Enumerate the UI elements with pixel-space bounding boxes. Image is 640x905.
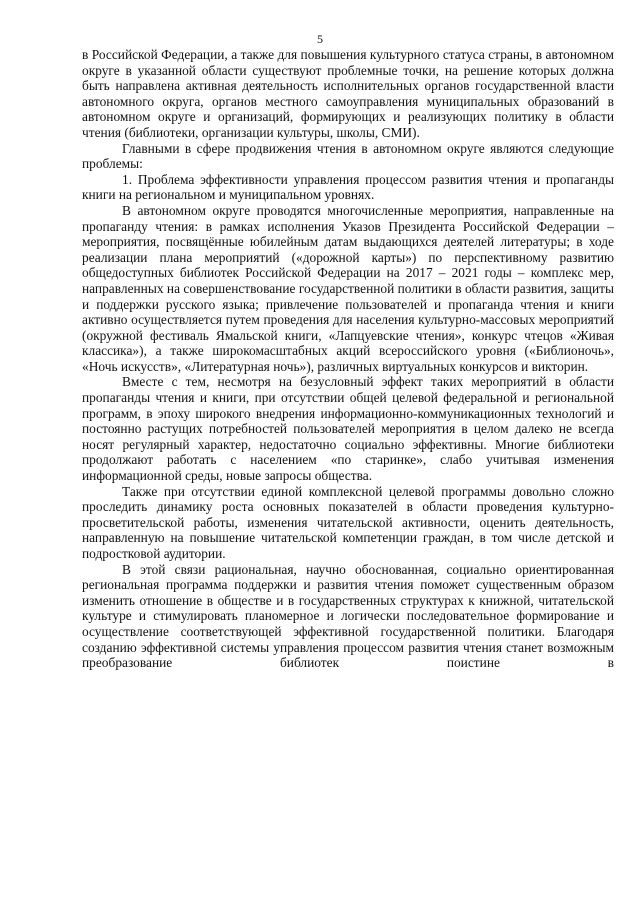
- paragraph-however: Вместе с тем, несмотря на безусловный эффект таких мероприятий в области пропаганды чтения и книги, при отсутствии общей целевой федеральной и региональной программ, в эпоху широкого внедрения информационно-коммуникационных технологий и постоянно растущих потребностей пользователей мероприятия в целом далеко не всегда носят регулярный характер, недостаточно социально эффективны. Многие библиотеки продолжают работать с населением «по старинке», слабо учитывая изменения информационной среды, новые запросы общества.: [82, 374, 614, 484]
- paragraph-intro-continuation: в Российской Федерации, а также для повышения культурного статуса страны, в автономном округе в указанной области существуют проблемные точки, на решение которых должна быть направлена активная деятельность исполнительных органов государственной власти автономного округа, органов местного самоуправления муниципальных образований в автономном округе и организаций, формирующих и реализующих политику в области чтения (библиотеки, организации культуры, школы, СМИ).: [82, 47, 614, 140]
- paragraph-problem-1: 1. Проблема эффективности управления процессом развития чтения и пропаганды книги на региональном и муниципальном уровнях.: [82, 171, 614, 203]
- paragraph-events: В автономном округе проводятся многочисленные мероприятия, направленные на пропаганду чтения: в рамках исполнения Указов Президента Российской Федерации – мероприятия, посвящённые юбилейным датам выдающихся деятелей литературы; в ходе реализации плана мероприятий («дорожной карты») по перспективному развитию общедоступных библиотек Российской Федерации на 2017 – 2021 годы – комплекс мер, направленных на совершенствование государственной политики в области развития, защиты и поддержки русского языка; привлечение пользователей и пропаганда чтения и книги активно осуществляется путем проведения для населения культурно-массовых мероприятий (окружной фестиваль Ямальской книги, «Лапцуевские чтения», конкурс чтецов «Живая классика»), а также широкомасштабных акций всероссийского уровня («Библионочь», «Ночь искусств», «Литературная ночь»), различных виртуальных конкурсов и викторин.: [82, 202, 614, 374]
- paragraph-rational-program: В этой связи рациональная, научно обоснованная, социально ориентированная региональная программа поддержки и развития чтения поможет существенным образом изменить отношение в обществе и в государственных структурах к книжной, читательской культуре и стимулировать планомерное и логически последовательное формирование и осуществление соответствующей эффективной государственной политики. Благодаря созданию эффективной системы управления процессом развития чтения станет возможным преобразование библиотек поистине в: [82, 561, 614, 671]
- paragraph-problems-intro: Главными в сфере продвижения чтения в автономном округе являются следующие проблемы:: [82, 140, 614, 172]
- paragraph-no-program: Также при отсутствии единой комплексной целевой программы довольно сложно проследить динамику роста основных показателей в области проведения культурно-просветительской работы, изменения читательской активности, оценить деятельность, направленную на повышение читательской компетенции граждан, в том числе детской и подростковой аудитории.: [82, 483, 614, 561]
- page-number: 5: [317, 32, 323, 46]
- document-body: [82, 47, 614, 671]
